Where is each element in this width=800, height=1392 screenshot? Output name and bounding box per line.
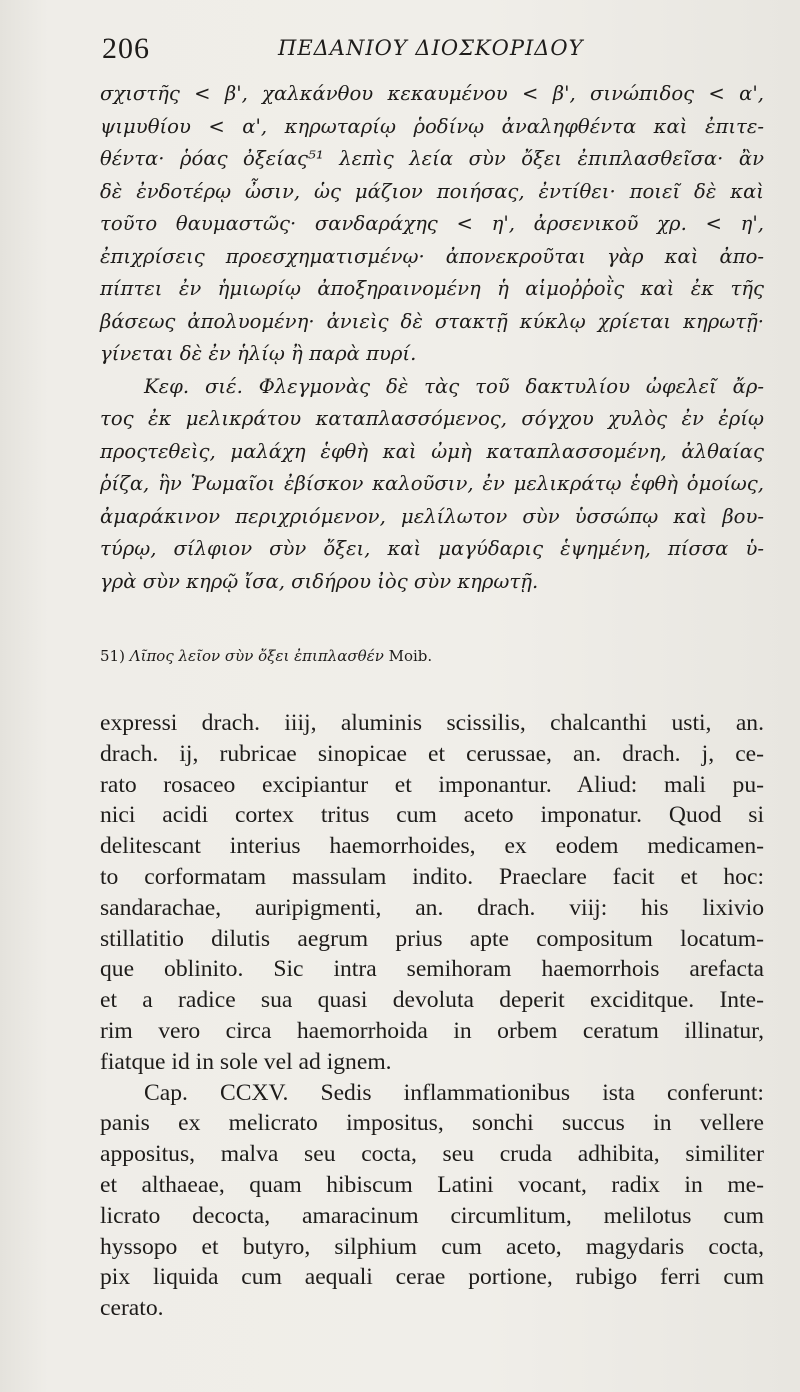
greek-line: ψιμυθίου < α', κηρωταρίῳ ῥοδίνῳ ἀναληφθέντα καὶ ἐπιτε-	[100, 114, 764, 138]
latin-line: panis ex melicrato impositus, sonchi succus in vellere	[100, 1110, 764, 1137]
greek-line: γρὰ σὺν κηρῷ ἴσα, σιδήρου ἰὸς σὺν κηρωτῇ.	[100, 569, 539, 593]
latin-line: appositus, malva seu cocta, seu cruda adhibita, similiter	[100, 1141, 764, 1168]
latin-line: to corformatam massulam indito. Praeclare facit et hoc:	[100, 863, 764, 890]
latin-text-block	[100, 708, 764, 1324]
latin-line: nici acidi cortex tritus cum aceto imponatur. Quod si	[100, 802, 764, 829]
greek-chapter-heading-line: Κεφ. σιέ. Φλεγμονὰς δὲ τὰς τοῦ δακτυλίου ὠφελεῖ ἄρ-	[144, 374, 764, 398]
greek-line: προςτεθεὶς, μαλάχη ἑφθὴ καὶ ὠμὴ καταπλασσομένη, ἀλθαίας	[100, 439, 764, 463]
latin-line: que oblinito. Sic intra semihoram haemorrhois arefacta	[100, 956, 764, 983]
running-head: ΠΕΔΑΝΙΟΥ ΔΙΟΣΚΟΡΙΔΟΥ	[278, 36, 584, 60]
latin-line: et a radice sua quasi devoluta deperit exciditque. Inte-	[100, 987, 764, 1014]
footnote	[100, 642, 764, 670]
latin-line: stillatitio dilutis aegrum prius apte compositum locatum-	[100, 925, 764, 952]
latin-line: pix liquida cum aequali cerae portione, rubigo ferri cum	[100, 1264, 764, 1291]
latin-chapter-heading-line: Cap. CCXV. Sedis inflammationibus ista conferunt:	[144, 1079, 764, 1106]
latin-line: expressi drach. iiij, aluminis scissilis, chalcanthi usti, an.	[100, 710, 764, 736]
latin-line: drach. ij, rubricae sinopicae et cerussae, an. drach. j, ce-	[100, 740, 764, 767]
page-number: 206	[102, 32, 150, 65]
latin-line: fiatque id in sole vel ad ignem.	[100, 1048, 392, 1075]
latin-line: delitescant interius haemorrhoides, ex eodem medicamen-	[100, 833, 764, 860]
latin-line: cerato.	[100, 1295, 164, 1322]
footnote-source: Moib.	[388, 647, 433, 665]
footnote-marker: 51)	[100, 647, 125, 665]
greek-line: τύρῳ, σίλφιον σὺν ὄξει, καὶ μαγύδαρις ἑψημένη, πίσσα ὑ-	[100, 537, 764, 560]
latin-line: rim vero circa haemorrhoida in orbem ceratum illinatur,	[100, 1017, 764, 1044]
latin-line: rato rosaceo excipiantur et imponantur. Aliud: mali pu-	[100, 771, 764, 798]
greek-line: σχιστῆς < β', χαλκάνθου κεκαυμένου < β', σινώπιδος < α',	[100, 82, 764, 105]
greek-line: δὲ ἐνδοτέρῳ ὦσιν, ὡς μάζιον ποιήσας, ἐντίθει· ποιεῖ δὲ καὶ	[100, 179, 764, 203]
latin-line: hyssopo et butyro, silphium cum aceto, magydaris cocta,	[100, 1233, 764, 1260]
latin-line: et althaeae, quam hibiscum Latini vocant, radix in me-	[100, 1171, 764, 1198]
greek-line: ἀμαράκινον περιχριόμενον, μελίλωτον σὺν ὑσσώπῳ καὶ βου-	[100, 504, 764, 528]
page-header	[102, 32, 760, 66]
greek-line: ἐπιχρίσεις προεσχηματισμένῳ· ἀπονεκροῦται γὰρ καὶ ἀπο-	[100, 244, 764, 268]
greek-text-block	[100, 78, 764, 598]
footnote-text: Λῖπος λεῖον σὺν ὄξει ἐπιπλασθέν	[129, 647, 384, 665]
latin-line: licrato decocta, amaracinum circumlitum, melilotus cum	[100, 1202, 764, 1229]
greek-line: βάσεως ἀπολυομένη· ἀνιεὶς δὲ στακτῇ κύκλῳ χρίεται κηρωτῇ·	[100, 309, 764, 333]
latin-line: sandarachae, auripigmenti, an. drach. viij: his lixivio	[100, 894, 764, 921]
greek-line: ῥίζα, ἣν Ῥωμαῖοι ἐβίσκον καλοῦσιν, ἐν μελικράτῳ ἑφθὴ ὁμοίως,	[100, 472, 764, 495]
greek-line: τος ἐκ μελικράτου καταπλασσόμενος, σόγχου χυλὸς ἐν ἐρίῳ	[100, 407, 764, 430]
greek-line: τοῦτο θαυμαστῶς· σανδαράχης < η', ἀρσενικοῦ χρ. < η',	[100, 212, 764, 235]
greek-line: γίνεται δὲ ἐν ἡλίῳ ἢ παρὰ πυρί.	[100, 342, 417, 365]
greek-line: θέντα· ῥόας ὀξείας⁵¹ λεπὶς λεία σὺν ὄξει ἐπιπλασθεῖσα· ἂν	[100, 147, 764, 170]
greek-line: πίπτει ἐν ἡμιωρίῳ ἀποξηραινομένη ἡ αἱμοῤῥοῒς καὶ ἐκ τῆς	[100, 277, 764, 300]
